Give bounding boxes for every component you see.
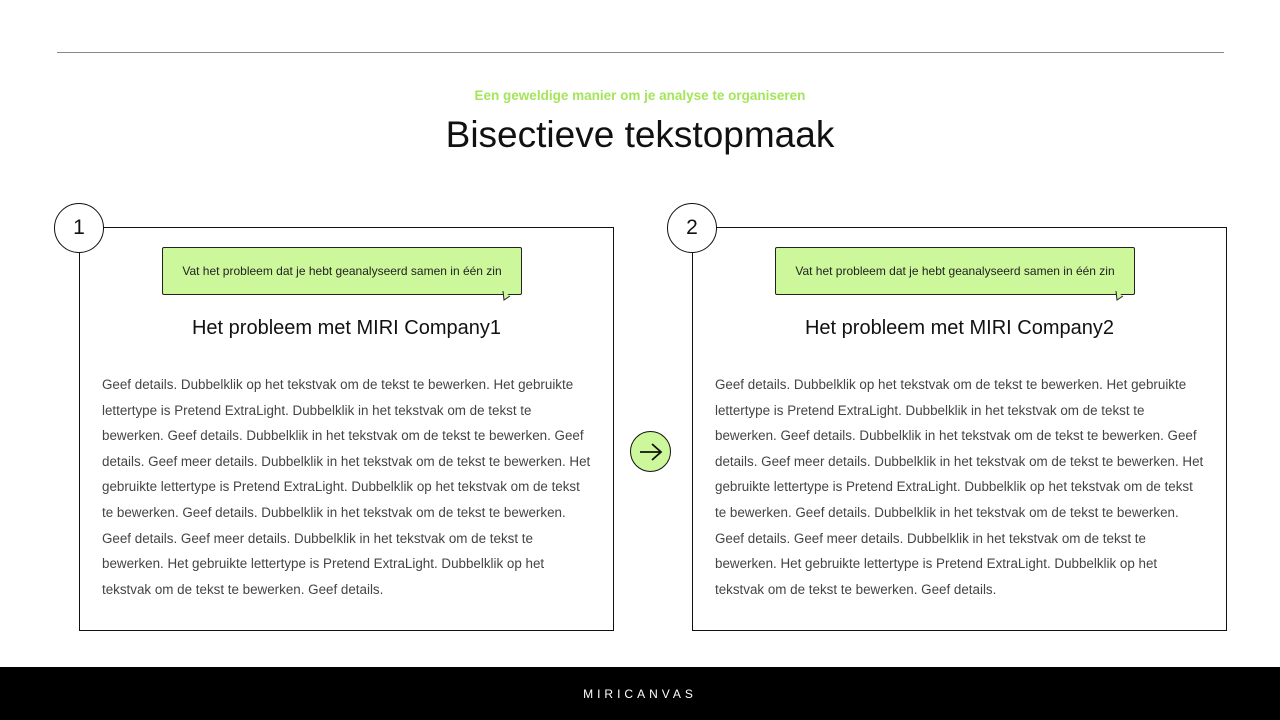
step-number-1: 1 (54, 203, 104, 253)
bubble-text: Vat het probleem dat je hebt geanalyseerd samen in één zin (182, 264, 502, 278)
top-divider (57, 52, 1224, 53)
card-body: Geef details. Dubbelklik op het tekstvak om de tekst te bewerken. Het gebruikte lettertype is Pretend ExtraLight. Dubbelklik in het tekstvak om de tekst te bewerken. Geef details. Dubbelklik in het tekstvak om de tekst te bewerken. Geef details. Geef meer details. Dubbelklik in het tekstvak om de tekst te bewerken. Het gebruikte lettertype is Pretend ExtraLight. Dubbelklik op het tekstvak om de tekst te bewerken. Geef details. Dubbelklik in het tekstvak om de tekst te bewerken. Geef details. Geef meer details. Dubbelklik in het tekstvak om de tekst te bewerken. Het gebruikte lettertype is Pretend ExtraLight. Dubbelklik op het tekstvak om de tekst te bewerken. Geef details. (102, 377, 591, 597)
card-body: Geef details. Dubbelklik op het tekstvak om de tekst te bewerken. Het gebruikte lettertype is Pretend ExtraLight. Dubbelklik in het tekstvak om de tekst te bewerken. Geef details. Dubbelklik in het tekstvak om de tekst te bewerken. Geef details. Geef meer details. Dubbelklik in het tekstvak om de tekst te bewerken. Het gebruikte lettertype is Pretend ExtraLight. Dubbelklik op het tekstvak om de tekst te bewerken. Geef details. Dubbelklik in het tekstvak om de tekst te bewerken. Geef details. Geef meer details. Dubbelklik in het tekstvak om de tekst te bewerken. Het gebruikte lettertype is Pretend ExtraLight. Dubbelklik op het tekstvak om de tekst te bewerken. Geef details. (715, 377, 1204, 597)
card-title: Het probleem met MIRI Company1 (191, 317, 501, 339)
page-title: Bisectieve tekstopmaak (445, 114, 835, 155)
bubble-tail-icon (1114, 291, 1124, 301)
subtitle: Een geweldige manier om je analyse te organiseren (474, 88, 806, 103)
bubble-text: Vat het probleem dat je hebt geanalyseerd samen in één zin (795, 264, 1115, 278)
card-title: Het probleem met MIRI Company2 (804, 317, 1114, 339)
speech-bubble (775, 247, 1135, 295)
speech-bubble (162, 247, 522, 295)
card-1 (79, 227, 614, 631)
arrow-right-icon (630, 431, 671, 472)
brand-logo: MIRICANVAS (583, 686, 697, 701)
footer (0, 667, 1280, 720)
bubble-tail-icon (501, 291, 511, 301)
step-number-2: 2 (667, 203, 717, 253)
card-2 (692, 227, 1227, 631)
